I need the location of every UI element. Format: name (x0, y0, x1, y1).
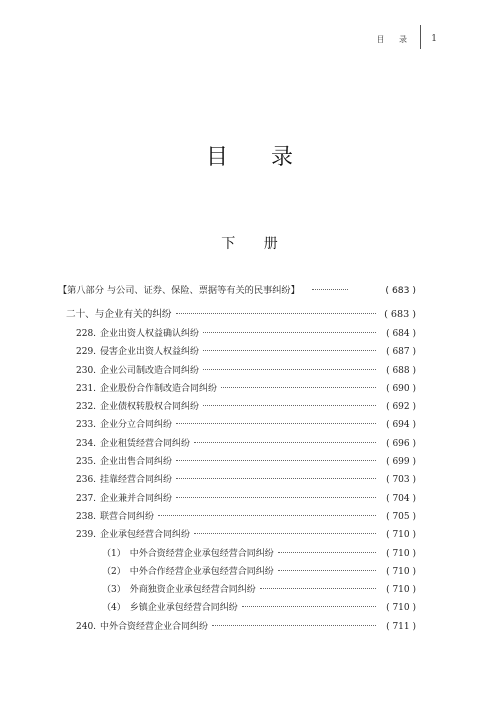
toc-leader (158, 515, 376, 516)
toc-entry-number: 237. (76, 493, 97, 504)
toc-entry-number: 228. (76, 329, 97, 339)
toc-entry-label: 侵害企业出资人权益纠纷 (100, 347, 200, 358)
toc-page-number: ( 710 ) (386, 566, 416, 577)
toc-page-number: ( 687 ) (386, 347, 416, 358)
toc-page-number: ( 710 ) (386, 548, 416, 559)
toc-entry[interactable] (58, 619, 416, 637)
toc-entry-label: 企业承包经营合同纠纷 (100, 530, 191, 541)
toc-page-number: ( 692 ) (386, 402, 416, 413)
running-head: 目 录 (376, 35, 413, 44)
toc-part-heading[interactable] (58, 282, 416, 300)
toc-part-label: 【第八部分 与公司、证券、保险、票据等有关的民事纠纷】 (58, 285, 300, 296)
toc-entry[interactable] (58, 417, 416, 435)
toc-entry-label: 企业股份合作制改造合同纠纷 (100, 383, 218, 394)
toc-entry[interactable] (58, 436, 416, 454)
toc-subentry[interactable] (58, 582, 416, 600)
toc-entry[interactable] (58, 472, 416, 490)
toc-entry-label: 企业债权转股权合同纠纷 (100, 402, 200, 413)
toc-page-number: ( 699 ) (386, 457, 416, 468)
toc-leader (176, 313, 376, 314)
toc-page-number: ( 690 ) (386, 383, 416, 394)
toc-entry[interactable] (58, 344, 416, 362)
toc-entry[interactable] (58, 454, 416, 472)
toc-leader (176, 478, 376, 479)
toc-entry[interactable] (58, 381, 416, 399)
toc-subentry[interactable] (58, 564, 416, 582)
toc-page-number: ( 705 ) (386, 511, 416, 522)
toc-page-number: ( 688 ) (386, 365, 416, 376)
toc-subentry[interactable] (58, 600, 416, 618)
toc-page-number: ( 710 ) (386, 585, 416, 596)
toc-entry-number: 231. (76, 383, 97, 394)
toc-page-number: ( 683 ) (385, 285, 416, 296)
toc-entry[interactable] (58, 527, 416, 545)
toc-entry-number: 236. (76, 475, 97, 486)
toc-leader (203, 350, 376, 351)
toc-entry-label: 企业分立合同纠纷 (100, 420, 173, 431)
toc-entry[interactable] (58, 491, 416, 509)
toc-entry-label: 企业公司制改造合同纠纷 (100, 365, 200, 376)
toc-leader (260, 588, 376, 589)
toc-entry-label: 中外合资经营企业合同纠纷 (100, 621, 209, 632)
toc-page-number: ( 683 ) (384, 309, 416, 320)
toc-entry[interactable] (58, 326, 416, 344)
toc-entry-number: （1） (102, 548, 126, 559)
toc-entry-label: 挂靠经营合同纠纷 (100, 475, 173, 486)
toc-entry-number: 239. (76, 530, 97, 541)
toc-page-number: ( 696 ) (386, 438, 416, 449)
toc-entry[interactable] (58, 399, 416, 417)
toc-leader (176, 423, 376, 424)
toc-entry-label: 企业出资人权益确认纠纷 (100, 329, 200, 339)
page-title: 目 录 (206, 145, 311, 170)
toc-entry-number: 229. (76, 347, 97, 358)
toc-chapter-heading[interactable] (58, 306, 416, 326)
toc-leader (203, 332, 376, 333)
toc-leader (194, 533, 376, 534)
toc-page-number: ( 703 ) (386, 475, 416, 486)
volume-title: 下 册 (221, 236, 290, 252)
toc-entry-number: 238. (76, 511, 97, 522)
toc-entry-label: 外商独资企业承包经营合同纠纷 (129, 585, 256, 596)
toc-entry-number: （4） (102, 603, 126, 614)
page-number: 1 (431, 34, 437, 44)
toc-entry-number: 233. (76, 420, 97, 431)
toc-page-number: ( 711 ) (386, 621, 416, 632)
table-of-contents (58, 282, 416, 637)
toc-entry-number: （2） (102, 566, 126, 577)
toc-leader (278, 552, 376, 553)
toc-entry-number: 232. (76, 402, 97, 413)
toc-page-number: ( 710 ) (386, 530, 416, 541)
toc-entry-label: 乡镇企业承包经营合同纠纷 (129, 603, 238, 614)
header-rule (420, 25, 421, 49)
toc-entry-number: 240. (76, 621, 97, 632)
toc-entry[interactable] (58, 509, 416, 527)
toc-leader (242, 606, 376, 607)
toc-chapter-label: 二十、与企业有关的纠纷 (66, 309, 172, 320)
toc-leader (176, 460, 376, 461)
toc-entry-number: 230. (76, 365, 97, 376)
toc-page-number: ( 704 ) (386, 493, 416, 504)
toc-leader (221, 387, 376, 388)
toc-leader (203, 369, 376, 370)
toc-leader (203, 405, 376, 406)
toc-leader (278, 570, 376, 571)
toc-entry-label: 企业出售合同纠纷 (100, 457, 173, 468)
toc-leader (194, 442, 376, 443)
toc-page-number: ( 710 ) (386, 603, 416, 614)
toc-entry-label: 联营合同纠纷 (100, 511, 155, 522)
toc-entry-label: 中外合作经营企业承包经营合同纠纷 (129, 566, 274, 577)
toc-leader (312, 289, 348, 290)
toc-entry[interactable] (58, 363, 416, 381)
toc-page-number: ( 684 ) (386, 329, 416, 339)
toc-entry-label: 企业兼并合同纠纷 (100, 493, 173, 504)
toc-entries (58, 326, 416, 637)
toc-entry-label: 中外合资经营企业承包经营合同纠纷 (129, 548, 274, 559)
toc-entry-label: 企业租赁经营合同纠纷 (100, 438, 191, 449)
toc-entry-number: （3） (102, 585, 126, 596)
toc-leader (176, 497, 376, 498)
toc-leader (212, 625, 376, 626)
toc-entry-number: 234. (76, 438, 97, 449)
toc-entry-number: 235. (76, 457, 97, 468)
toc-page-number: ( 694 ) (386, 420, 416, 431)
toc-subentry[interactable] (58, 546, 416, 564)
